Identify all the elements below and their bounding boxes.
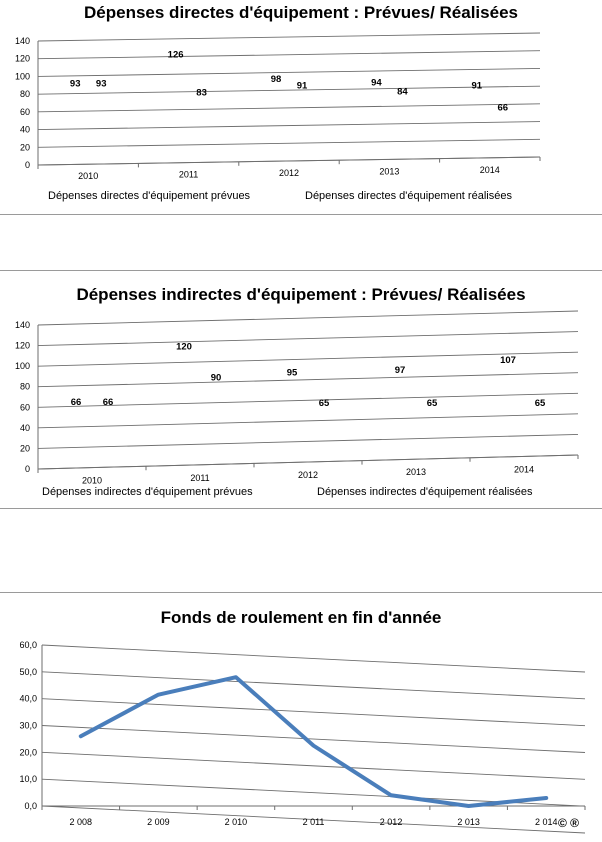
x-tick-label: 2 010 [224,817,248,827]
data-label: 84 [397,86,408,98]
data-label: 65 [318,398,330,410]
chart-panel-working-capital [0,593,602,842]
y-tick-label: 20,0 [19,747,37,758]
y-tick-label: 30,0 [19,720,37,731]
working-capital-chart [0,593,602,842]
y-tick-label: 140 [14,320,30,330]
series-line [81,677,546,806]
y-tick-label: 40 [19,422,30,433]
gridline [38,33,540,41]
data-label: 107 [500,354,516,366]
y-tick-label: 0 [24,464,30,474]
data-label: 98 [270,74,282,86]
x-tick-label: 2012 [297,470,319,480]
direct-spending-chart [0,0,602,213]
y-tick-label: 60,0 [19,640,37,650]
data-label: 90 [210,372,222,384]
x-tick-label: 2014 [479,164,500,175]
data-label: 66 [70,397,82,409]
legend-entry: Dépenses directes d'équipement prévues [48,190,251,202]
data-label: 93 [69,78,81,90]
data-label: 66 [497,102,509,114]
data-label: 66 [102,397,114,409]
gridline [38,51,540,59]
data-label: 95 [286,367,298,379]
y-tick-label: 80 [19,89,30,100]
legend-entry: Dépenses directes d'équipement réalisées [305,190,512,202]
y-tick-label: 50,0 [19,666,37,677]
gridline [38,104,540,112]
gridline [42,726,585,753]
copyright-symbols: © ® [557,816,579,830]
legend-entry: Dépenses indirectes d'équipement prévues [42,486,253,498]
data-label: 97 [394,365,406,377]
x-tick-label: 2 011 [302,817,325,827]
chart-panel-indirect [0,271,602,508]
data-label: 93 [95,78,107,90]
gridline [38,139,540,147]
gridline [38,373,578,387]
x-tick-label: 2 012 [379,817,403,827]
data-label: 65 [534,398,546,410]
y-tick-label: 140 [14,36,30,46]
y-tick-label: 40 [19,124,30,135]
x-tick-label: 2011 [190,472,210,483]
y-tick-label: 10,0 [19,774,37,785]
x-tick-label: 2012 [278,168,300,178]
x-tick-label: 2013 [405,467,427,478]
chart-title: Dépenses indirectes d'équipement : Prévues/ Réalisées [76,285,526,304]
gridline [38,122,540,130]
gridline [38,414,578,428]
chart-title: Fonds de roulement en fin d'année [160,608,442,627]
data-label: 94 [371,77,382,89]
y-tick-label: 0,0 [24,801,37,811]
y-tick-label: 40,0 [19,693,37,704]
gridline [38,311,578,325]
x-tick-label: 2 009 [147,817,170,827]
y-tick-label: 60 [19,106,30,117]
gridline [42,752,585,779]
gridline [38,352,578,366]
data-label: 120 [176,341,192,353]
y-tick-label: 100 [14,361,30,372]
x-tick-label: 2 014 [534,817,558,827]
y-tick-label: 100 [14,71,30,82]
x-tick-label: 2013 [379,166,400,177]
x-tick-label: 2010 [81,475,103,486]
x-tick-label: 2 013 [457,817,480,827]
x-axis [38,157,540,165]
indirect-spending-chart [0,271,602,508]
data-label: 91 [471,80,483,92]
data-label: 65 [426,398,438,410]
gridline [38,434,578,448]
x-tick-label: 2014 [513,464,535,475]
x-tick-label: 2010 [78,171,99,182]
y-tick-label: 80 [19,381,30,392]
gridline [38,86,540,94]
gridline [42,645,585,672]
data-label: 91 [296,80,308,92]
data-label: 126 [167,49,184,61]
y-tick-label: 0 [24,160,30,170]
data-label: 83 [196,87,207,99]
y-tick-label: 20 [19,142,30,153]
y-tick-label: 120 [14,340,30,351]
x-tick-label: 2 008 [69,817,93,827]
gridline [38,68,540,76]
gridline [42,672,585,699]
x-tick-label: 2011 [178,169,199,180]
y-tick-label: 20 [19,443,30,454]
x-axis [38,455,578,469]
chart-panel-direct [0,0,602,213]
panel-border [0,214,602,215]
gridline [38,332,578,346]
y-tick-label: 120 [14,53,30,64]
panel-border [0,508,602,509]
gridline [38,393,578,410]
y-tick-label: 60 [19,402,30,413]
legend-entry: Dépenses indirectes d'équipement réalisées [317,486,533,498]
chart-title: Dépenses directes d'équipement : Prévues/ Réalisées [84,3,518,22]
